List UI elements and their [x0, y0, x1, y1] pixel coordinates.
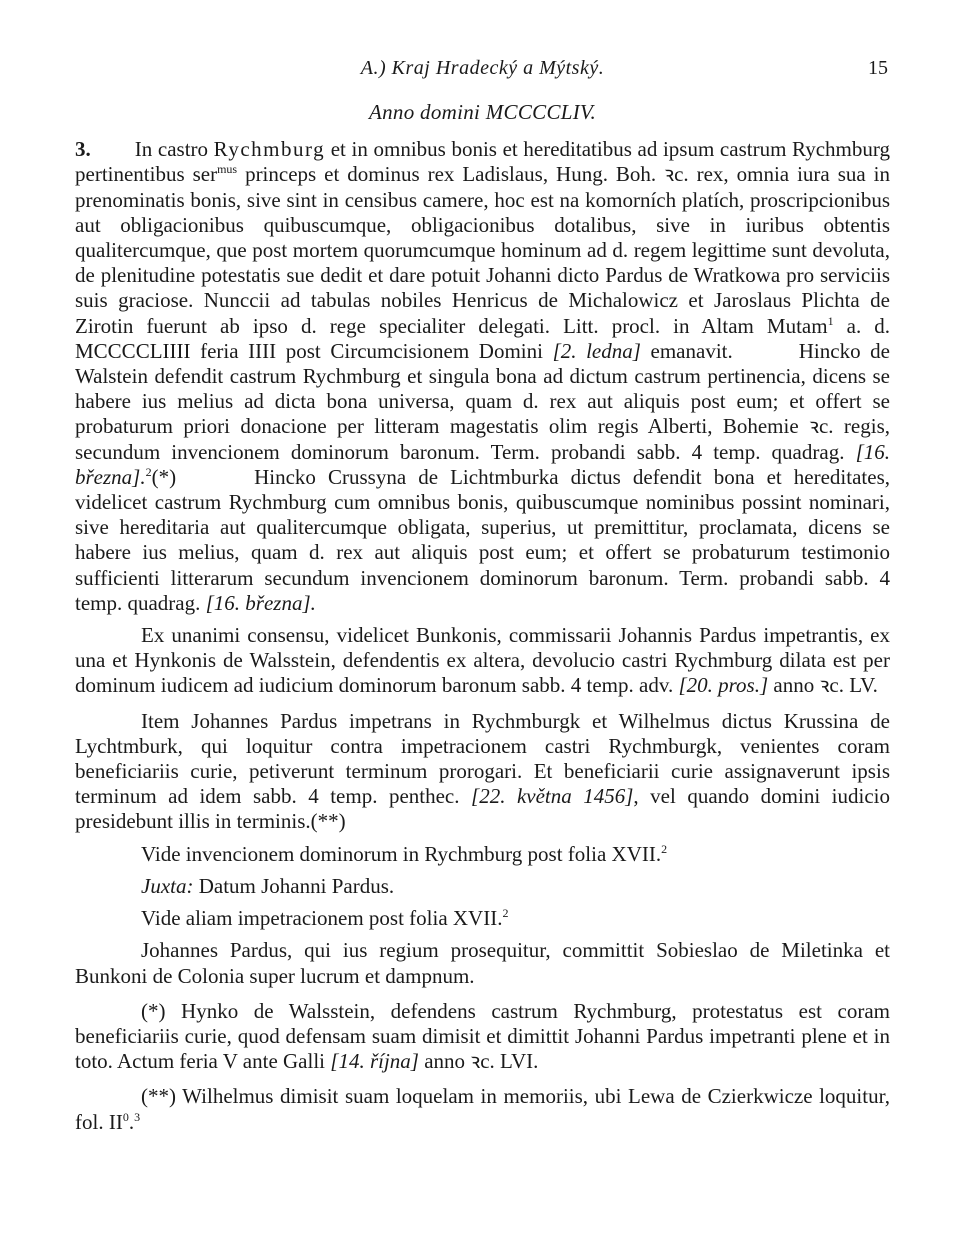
paragraph-text: Ex unanimi consensu, videlicet Bunkonis, commissarii Johannis Pardus impetrantis, ex una et Hynkonis de Walsstein, defendentis ex altera, devolucio castri Rychmburg dilata est per dominum iudicem ad iudicium dominorum baronum sabb. 4 temp. adv. [75, 623, 890, 698]
date-annotation: [16. března]. [205, 590, 316, 615]
superscript-mus: mus [217, 162, 238, 177]
note-text: (**) Wilhelmus dimisit suam loquelam in memoriis, ubi Lewa de Czierkwicze loquitur, fol. II [75, 1084, 890, 1134]
line-text: Vide invencionem dominorum in Rychmburg post folia XVII. [141, 841, 662, 866]
running-title: A.) Kraj Hradecký a Mýtský. [360, 57, 605, 79]
line-vide-invencionem [75, 842, 890, 867]
entry-lead: In castro [134, 137, 214, 162]
entry-text-3: a. d. MCCCCLIIII feria IIII post Circumcisionem Domini [75, 313, 890, 363]
superscript-o: 0 [122, 1109, 129, 1124]
footnote-ref-1: 1 [827, 313, 834, 328]
running-header [75, 56, 890, 86]
paragraph-text: anno ꝛc. LV. [768, 673, 878, 698]
date-annotation: [22. května 1456] [471, 784, 634, 809]
date-annotation: [2. ledna] [552, 338, 641, 363]
line-juxta [75, 874, 890, 899]
note-marker-star: (*) [151, 464, 177, 489]
note-star-1 [75, 999, 890, 1075]
footnote-ref-2: 2 [502, 906, 509, 921]
footnote-ref-2: 2 [661, 841, 668, 856]
entry-text-1: et in omnibus bonis et hereditatibus ad ipsum castrum Rychmburg pertinentibus ser [75, 137, 890, 187]
date-annotation: [16. března]. [75, 439, 890, 489]
paragraph-text: Item Johannes Pardus impetrans in Rychmburgk et Wilhelmus dictus Krussina de Lychtmburk, qui loquitur contra impetracionem castri Rychmburgk, venientes coram beneficiariis curie, petiverunt terminum prorogari. Et beneficiarii curie assignaverunt ipsis terminum ad idem sabb. 4 temp. penthec. [75, 708, 890, 809]
footnote-ref-3: 3 [134, 1109, 141, 1124]
date-annotation: [14. října] [330, 1049, 419, 1074]
entry-text-4: emanavit. [640, 338, 733, 363]
note-text: anno ꝛc. LVI. [418, 1049, 539, 1074]
castle-name: Rychmburg [213, 137, 326, 162]
footnote-ref-2: 2 [145, 464, 152, 479]
paragraph-item [75, 709, 890, 835]
year-heading: Anno domini MCCCCLIV. [368, 100, 597, 124]
juxta-label: Juxta: [141, 873, 194, 898]
paragraph-unanimi [75, 623, 890, 699]
date-annotation: [20. pros.] [678, 673, 769, 698]
entry-text-6: Hincko Crussyna de Lichtmburka dictus defendit bona et hereditates, videlicet castrum Rychmburg cum omnibus bonis, quibuscumque nominibus possint nominari, sive hereditaria aut qualitercumque obligata, superius, ut premittitur, proclamata, dicens se habere ius melius, quam d. rex aut aliquis post eum; et offert se probaturum testimonio sufficienti litterarum secundum invencionem dominorum baronum. Term. probandi sabb. 4 temp. quadrag. [75, 464, 890, 615]
page-number: 15 [868, 57, 888, 79]
entry-text-5: Hincko de Walstein defendit castrum Rychmburg et singula bona ad dictum castrum pertinencia, dicens se habere ius melius ad dicta bona universa, quam d. rex aut aliquis post eum; et offert se probaturum priori donacione per litteram magestatis olim regis Alberti, Bohemie ꝛc. regis, secundum invencionem dominorum baronum. Term. probandi sabb. 4 temp. quadrag. [75, 338, 890, 464]
note-star-2 [75, 1084, 890, 1134]
entry-3-paragraph [75, 137, 890, 616]
entry-number: 3. [75, 137, 91, 162]
paragraph-johannes: Johannes Pardus, qui ius regium prosequitur, committit Sobieslao de Miletinka et Bunkoni de Colonia super lucrum et dampnum. [75, 938, 890, 988]
line-text: Vide aliam impetracionem post folia XVII. [141, 906, 503, 931]
note-text: . [128, 1109, 135, 1134]
line-text: Datum Johanni Pardus. [193, 873, 395, 898]
paragraph-text: , vel quando domini iudicio presidebunt illis in terminis.(**) [75, 784, 890, 834]
line-vide-aliam [75, 906, 890, 931]
entry-text-2: princeps et dominus rex Ladislaus, Hung. Boh. ꝛc. rex, omnia iura sua in prenominatis bonis, sive sint in censibus camere, hoc est na komorních platích, proscripcionibus aut obligacionibus quibuscumque, obligacionibus dotalibus, sive in iuribus obtentis qualitercumque, que post mortem quorumcumque hominum ad d. regem legittime sunt devoluta, de plenitudine potestatis sue dedit et dare potuit Johanni dicto Pardus de Wratkowa pro serviciis suis graciose. Nunccii ad tabulas nobiles Henricus de Michalowicz et Jaroslaus Plichta de Zirotin fuerunt ab ipso d. rege specialiter delegati. Litt. procl. in Altam Mutam [75, 162, 890, 338]
note-text: (*) Hynko de Walsstein, defendens castrum Rychmburg, protestatus est coram beneficiariis curie, quod defensam suam dimisit et dimittit Johanni Pardus impetranti plene et in toto. Actum feria V ante Galli [75, 998, 890, 1074]
